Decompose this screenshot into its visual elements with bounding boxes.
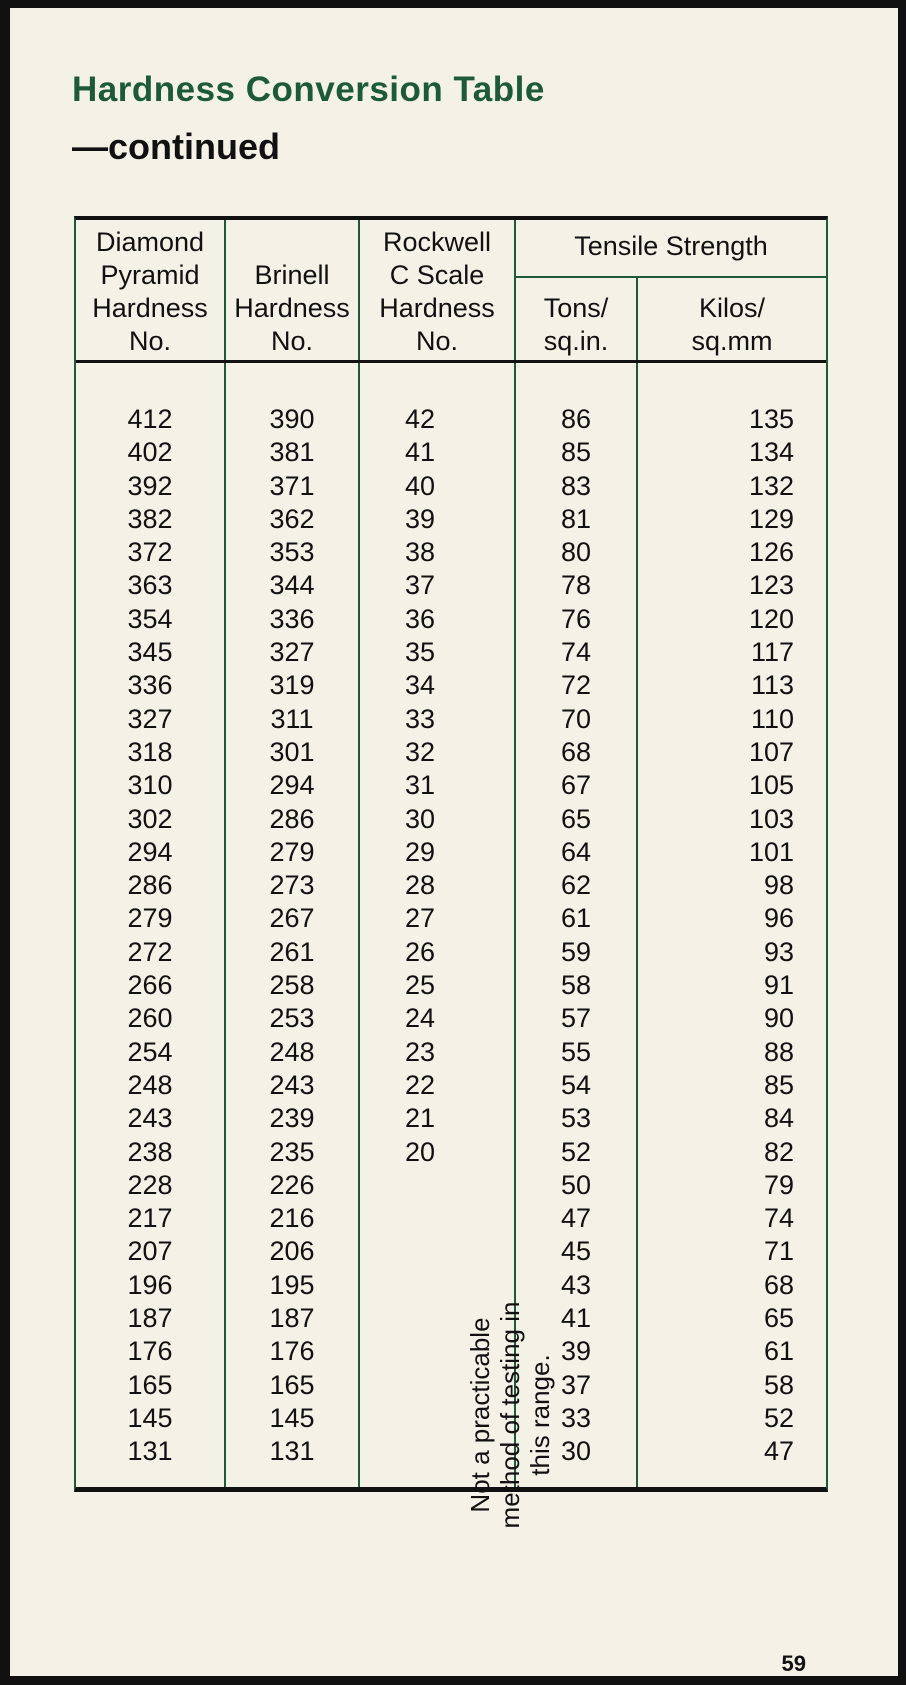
cell-rockwell: 30 [404, 803, 436, 834]
header-brinell: Brinell Hardness No. [234, 260, 350, 356]
cell-brinell: 243 [269, 1069, 315, 1100]
cell-brinell: 131 [269, 1436, 315, 1467]
header-rockwell: Rockwell C Scale Hardness No. [379, 227, 495, 356]
cell-tons: 30 [560, 1436, 592, 1467]
cell-brinell: 362 [269, 503, 315, 534]
cell-brinell: 344 [269, 570, 315, 601]
cell-diamond: 196 [127, 1269, 173, 1300]
cell-rockwell: 39 [404, 503, 436, 534]
cell-diamond: 286 [127, 870, 173, 901]
cell-brinell: 279 [269, 836, 315, 867]
cell-brinell: 301 [269, 736, 315, 767]
cell-tons: 43 [560, 1269, 592, 1300]
cell-kilos: 90 [763, 1003, 794, 1034]
column-kilos [638, 403, 794, 1469]
cell-rockwell: 37 [404, 570, 436, 601]
cell-rockwell: 33 [404, 703, 436, 734]
cell-rockwell: 38 [404, 537, 436, 568]
cell-diamond: 243 [127, 1103, 173, 1134]
cell-tons: 52 [560, 1136, 592, 1167]
cell-brinell: 226 [269, 1169, 315, 1200]
cell-tons: 76 [560, 603, 592, 634]
cell-diamond: 294 [127, 836, 173, 867]
cell-tons: 54 [560, 1069, 592, 1100]
cell-kilos: 134 [748, 437, 794, 468]
cell-brinell: 216 [269, 1203, 315, 1234]
cell-brinell: 286 [269, 803, 315, 834]
cell-kilos: 65 [763, 1303, 794, 1334]
cell-tons: 50 [560, 1169, 592, 1200]
cell-kilos: 110 [750, 703, 794, 734]
cell-kilos: 120 [748, 603, 794, 634]
cell-diamond: 382 [127, 503, 173, 534]
cell-tons: 58 [560, 970, 592, 1001]
page-number: 59 [781, 1651, 806, 1676]
cell-diamond: 145 [127, 1402, 173, 1433]
cell-brinell: 195 [269, 1269, 315, 1300]
cell-brinell: 336 [269, 603, 315, 634]
cell-rockwell: 40 [404, 470, 436, 501]
cell-diamond: 327 [127, 703, 173, 734]
column-rockwell [360, 403, 480, 1169]
cell-kilos: 101 [748, 836, 794, 867]
cell-diamond: 302 [127, 803, 173, 834]
cell-kilos: 84 [763, 1103, 794, 1134]
cell-brinell: 253 [269, 1003, 315, 1034]
cell-diamond: 402 [127, 437, 173, 468]
cell-kilos: 47 [763, 1436, 794, 1467]
cell-diamond: 345 [127, 637, 173, 668]
cell-kilos: 93 [763, 936, 794, 967]
cell-kilos: 129 [748, 503, 794, 534]
cell-rockwell: 31 [404, 770, 436, 801]
cell-brinell: 319 [269, 670, 315, 701]
cell-rockwell: 27 [404, 903, 436, 934]
cell-rockwell: 29 [404, 836, 436, 867]
cell-rockwell: 41 [404, 437, 436, 468]
cell-brinell: 248 [269, 1036, 315, 1067]
cell-tons: 74 [560, 637, 592, 668]
cell-tons: 86 [560, 404, 592, 434]
column-brinell [226, 403, 358, 1469]
cell-rockwell: 36 [404, 603, 436, 634]
cell-kilos: 117 [750, 637, 794, 668]
cell-brinell: 390 [269, 404, 315, 434]
header-kilos: Kilos/ sq.mm [691, 293, 773, 356]
cell-brinell: 176 [269, 1336, 315, 1367]
cell-tons: 53 [560, 1103, 592, 1134]
cell-tons: 45 [560, 1236, 592, 1267]
cell-kilos: 103 [748, 803, 794, 834]
cell-kilos: 88 [763, 1036, 794, 1067]
cell-tons: 83 [560, 470, 592, 501]
cell-diamond: 392 [127, 470, 173, 501]
cell-diamond: 248 [127, 1069, 173, 1100]
cell-rockwell: 26 [404, 936, 436, 967]
cell-kilos: 68 [763, 1269, 794, 1300]
cell-kilos: 91 [763, 970, 794, 1001]
cell-rockwell: 21 [404, 1103, 436, 1134]
cell-kilos: 79 [763, 1169, 794, 1200]
cell-tons: 41 [560, 1303, 592, 1334]
cell-brinell: 371 [269, 470, 315, 501]
cell-rockwell: 20 [404, 1136, 436, 1167]
cell-kilos: 52 [763, 1402, 794, 1433]
cell-diamond: 260 [127, 1003, 173, 1034]
page [10, 8, 898, 1676]
cell-kilos: 71 [763, 1236, 794, 1267]
cell-brinell: 273 [269, 870, 315, 901]
header-tons: Tons/ sq.in. [543, 293, 609, 356]
cell-brinell: 206 [269, 1236, 315, 1267]
page-title: Hardness Conversion Table [72, 70, 545, 109]
cell-brinell: 235 [269, 1136, 315, 1167]
cell-brinell: 261 [269, 936, 315, 967]
cell-tons: 78 [560, 570, 592, 601]
cell-brinell: 353 [269, 537, 315, 568]
cell-kilos: 96 [763, 903, 794, 934]
cell-diamond: 272 [127, 936, 173, 967]
cell-rockwell: 35 [404, 637, 436, 668]
cell-rockwell: 23 [404, 1036, 436, 1067]
cell-kilos: 107 [748, 736, 794, 767]
cell-tons: 70 [560, 703, 592, 734]
cell-diamond: 310 [127, 770, 173, 801]
cell-diamond: 318 [127, 736, 173, 767]
cell-diamond: 217 [127, 1203, 173, 1234]
cell-kilos: 58 [763, 1369, 794, 1400]
header-divider [76, 360, 826, 363]
cell-brinell: 327 [269, 637, 315, 668]
cell-tons: 55 [560, 1036, 592, 1067]
cell-kilos: 132 [748, 470, 794, 501]
cell-brinell: 294 [269, 770, 315, 801]
cell-tons: 67 [560, 770, 592, 801]
cell-rockwell: 32 [404, 736, 436, 767]
cell-brinell: 187 [269, 1303, 315, 1334]
cell-diamond: 412 [127, 404, 173, 434]
cell-tons: 61 [560, 903, 592, 934]
cell-rockwell: 25 [404, 970, 436, 1001]
cell-kilos: 82 [763, 1136, 794, 1167]
cell-tons: 72 [560, 670, 592, 701]
cell-rockwell: 42 [404, 404, 436, 434]
cell-rockwell: 24 [404, 1003, 436, 1034]
cell-kilos: 85 [763, 1069, 794, 1100]
cell-tons: 39 [560, 1336, 592, 1367]
cell-rockwell: 34 [404, 670, 436, 701]
column-diamond [76, 403, 224, 1469]
page-subtitle: —continued [72, 126, 280, 167]
cell-kilos: 113 [750, 670, 794, 701]
cell-tons: 33 [560, 1402, 592, 1433]
cell-diamond: 165 [127, 1369, 173, 1400]
cell-tons: 68 [560, 736, 592, 767]
tensile-header-divider [516, 276, 826, 278]
cell-tons: 37 [560, 1369, 592, 1400]
header-tensile: Tensile Strength [574, 231, 768, 261]
cell-tons: 62 [560, 870, 592, 901]
cell-kilos: 123 [748, 570, 794, 601]
cell-diamond: 336 [127, 670, 173, 701]
cell-kilos: 105 [748, 770, 794, 801]
cell-tons: 57 [560, 1003, 592, 1034]
cell-tons: 59 [560, 936, 592, 967]
cell-kilos: 61 [763, 1336, 794, 1367]
cell-brinell: 311 [270, 703, 314, 734]
cell-tons: 64 [560, 836, 592, 867]
cell-diamond: 354 [127, 603, 173, 634]
cell-kilos: 135 [748, 404, 794, 434]
rockwell-range-note: Not a practicable method of testing in this range. [465, 1301, 555, 1529]
cell-rockwell: 28 [404, 870, 436, 901]
cell-tons: 81 [560, 503, 592, 534]
cell-brinell: 381 [269, 437, 315, 468]
header-diamond: Diamond Pyramid Hardness No. [92, 227, 208, 356]
cell-kilos: 74 [763, 1203, 794, 1234]
cell-tons: 85 [560, 437, 592, 468]
cell-brinell: 267 [269, 903, 315, 934]
cell-kilos: 98 [763, 870, 794, 901]
cell-diamond: 228 [127, 1169, 173, 1200]
cell-brinell: 258 [269, 970, 315, 1001]
hardness-table [74, 216, 828, 1529]
cell-diamond: 279 [127, 903, 173, 934]
cell-diamond: 363 [127, 570, 173, 601]
cell-brinell: 239 [269, 1103, 315, 1134]
cell-rockwell: 22 [404, 1069, 436, 1100]
cell-brinell: 145 [269, 1402, 315, 1433]
cell-brinell: 165 [269, 1369, 315, 1400]
cell-diamond: 187 [127, 1303, 173, 1334]
cell-diamond: 372 [127, 537, 173, 568]
cell-diamond: 266 [127, 970, 173, 1001]
cell-tons: 65 [560, 803, 592, 834]
cell-diamond: 254 [127, 1036, 173, 1067]
cell-diamond: 238 [127, 1136, 173, 1167]
cell-diamond: 176 [127, 1336, 173, 1367]
cell-tons: 80 [560, 537, 592, 568]
cell-diamond: 207 [127, 1236, 173, 1267]
cell-tons: 47 [560, 1203, 592, 1234]
cell-diamond: 131 [127, 1436, 173, 1467]
cell-kilos: 126 [748, 537, 794, 568]
